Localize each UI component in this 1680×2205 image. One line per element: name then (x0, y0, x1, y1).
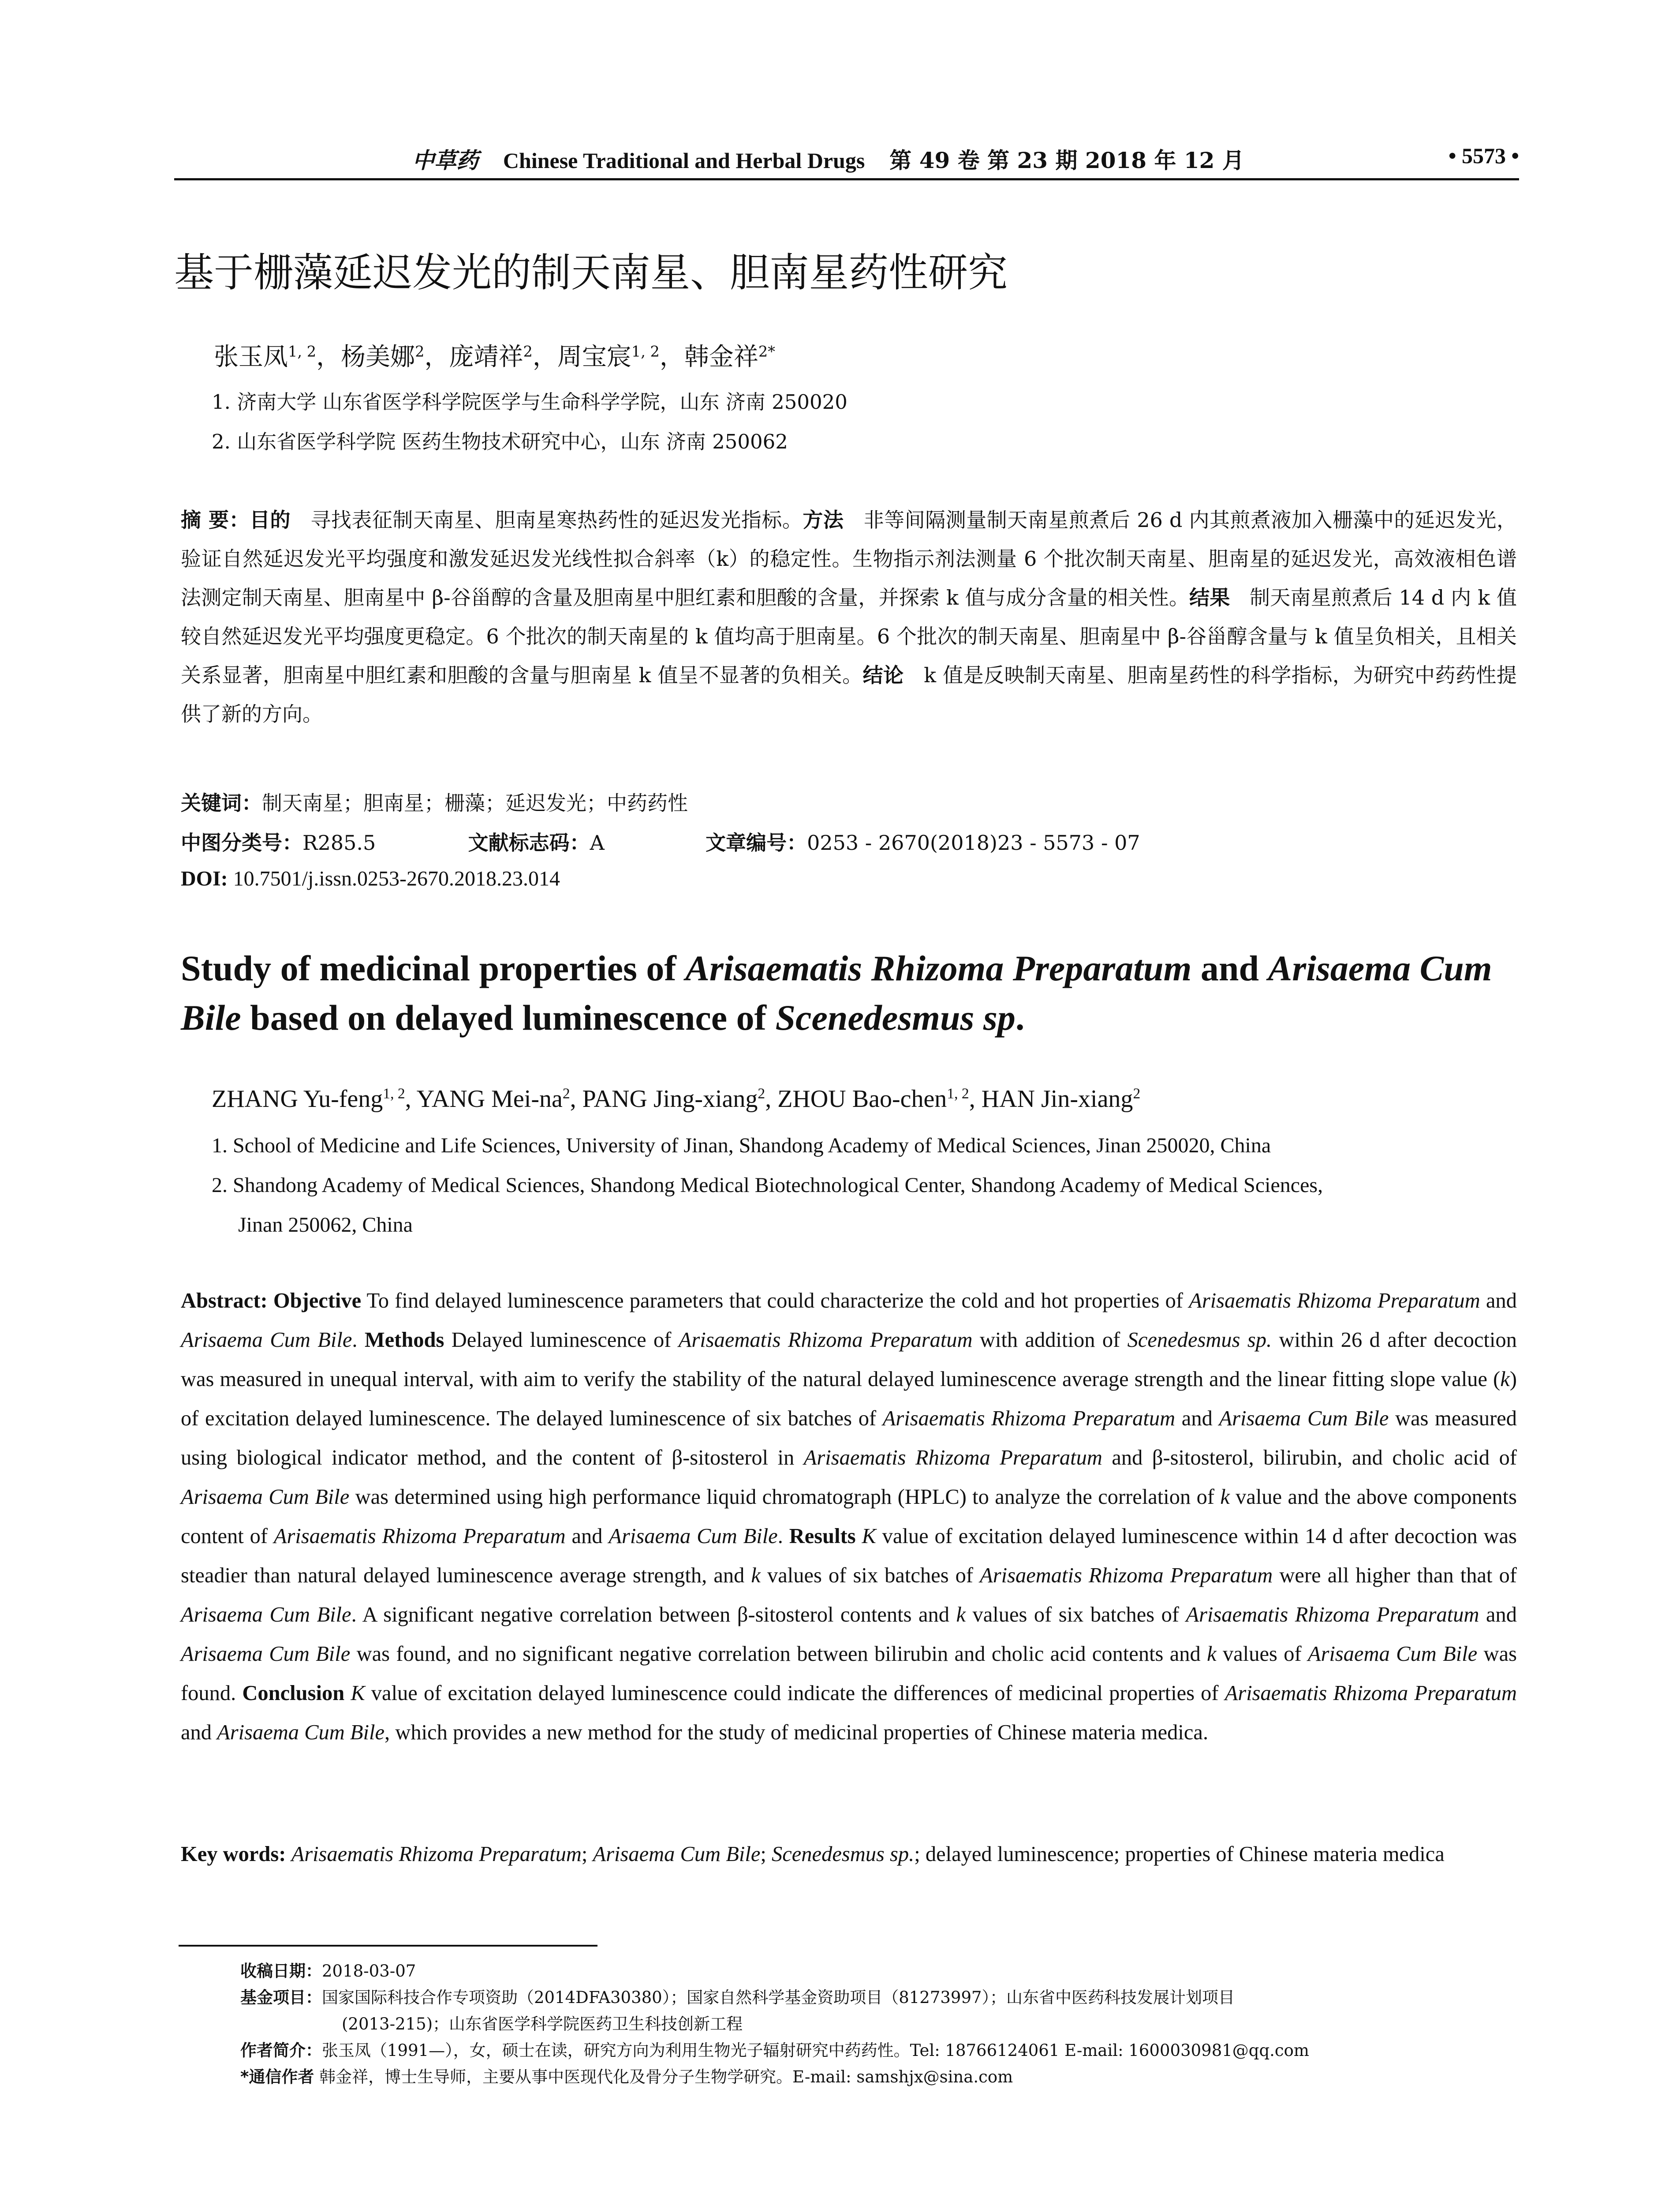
footnote-rule (179, 1945, 597, 1947)
fund-text-2: (2013-215)；山东省医学科学院医药卫生科技创新工程 (342, 2014, 743, 2033)
cn-author-affiliation-mark: 1, 2 (288, 343, 317, 360)
cn-affiliation-1: 1. 济南大学 山东省医学科学院医学与生命科学学院，山东 济南 250020 (212, 390, 847, 414)
en-author-affiliation-mark: 2 (562, 1085, 570, 1102)
cn-title: 基于栅藻延迟发光的制天南星、胆南星药性研究 (174, 250, 1008, 296)
en-abstract-run: was measured using biological indicator method, and the content of β-sitosterol in (181, 1407, 1517, 1469)
en-abstract-run: was found. (181, 1642, 1517, 1705)
bio-label: 作者简介： (240, 2041, 322, 2060)
en-abstract-run: k (1500, 1368, 1510, 1391)
en-abstract-run: and (1175, 1407, 1219, 1430)
footnote-corresponding (240, 2064, 1510, 2090)
en-abstract-run: Arisaema Cum Bile (181, 1603, 351, 1626)
en-abstract-run: Arisaema Cum Bile (217, 1721, 385, 1744)
en-keywords-run: Arisaema Cum Bile (593, 1842, 761, 1866)
en-author-name: PANG Jing-xiang (582, 1085, 758, 1113)
en-authors: ZHANG Yu-feng$^{1, 2}$, YANG Mei-$na^2$, PANG Jing-xiang$^2$, ZHOU Bao-chen$^{1, 2}$, HAN Jin-xiang$^2$ (212, 1085, 1141, 1113)
en-title-run: Scenedesmus sp (775, 998, 1015, 1038)
cn-author-affiliation-mark: 1, 2 (631, 343, 660, 360)
page-number: • 5573 • (1448, 143, 1519, 168)
cn-abstract-label: 摘 要： (181, 508, 250, 532)
clc-label: 中图分类号： (181, 831, 302, 855)
header-journal (412, 143, 1244, 175)
en-keywords-run: ; (760, 1842, 772, 1866)
en-affiliation-2: 2. Shandong Academy of Medical Sciences, Shandong Medical Biotechnological Center, Shandong Academy of Medical Sciences, (212, 1174, 1323, 1197)
en-abstract-run: . (352, 1328, 365, 1352)
en-title (181, 944, 1526, 1043)
en-abstract-run: and (1479, 1603, 1517, 1626)
fund-text-1: 国家国际科技合作专项资助（2014DFA30380）；国家自然科学基金资助项目（81273997）；山东省中医药科技发展计划项目 (322, 1988, 1235, 2007)
en-abstract-run: and (181, 1721, 217, 1744)
en-abstract-run: , which provides a new method for the study of medicinal properties of Chinese materia medica. (385, 1721, 1209, 1744)
en-abstract-run: was found, and no significant negative correlation between bilirubin and cholic acid contents and (350, 1642, 1207, 1666)
footnote-bio (240, 2037, 1510, 2064)
en-abstract-run: with addition of (972, 1328, 1127, 1352)
cn-results-label: 结果 (1189, 586, 1230, 609)
en-abstract-run: Arisaematis Rhizoma Preparatum (882, 1407, 1176, 1430)
cn-author-affiliation-mark: 2* (758, 343, 776, 360)
en-abstract-run: Arisaema Cum Bile (181, 1328, 352, 1352)
en-abstract-run: Arisaema Cum Bile (1307, 1642, 1478, 1666)
en-abstract-run: Arisaematis Rhizoma Preparatum (273, 1525, 566, 1548)
en-abstract-run: and (565, 1525, 609, 1548)
en-abstract-run: was determined using high performance liquid chromatograph (HPLC) to analyze the correlation of (349, 1485, 1221, 1509)
cn-authors: 张玉凤$^{1, 2}$，杨美娜$^2$，庞靖祥$^2$，周宝宸$^{1, 2}$，韩金祥$^{2*}$ (214, 343, 776, 371)
cn-author-affiliation-mark: 2 (523, 343, 533, 360)
fund-label: 基金项目： (240, 1988, 322, 2007)
en-abstract-run: values of six batches of (760, 1564, 980, 1587)
en-title-run: Arisaematis Rhizoma Preparatum (685, 948, 1192, 988)
en-keywords-run: Arisaematis Rhizoma Preparatum (291, 1842, 582, 1866)
cn-objective-label: 目的 (250, 508, 291, 532)
en-abstract-run: Arisaematis Rhizoma Preparatum (1189, 1289, 1480, 1312)
en-abstract-run: values of six batches of (966, 1603, 1186, 1626)
journal-logo-cn: 中草药 (412, 147, 478, 173)
en-abstract-run: Arisaematis Rhizoma Preparatum (1225, 1682, 1517, 1705)
cn-keywords (181, 787, 688, 816)
en-title-run: Arisaema Cum Bile (181, 948, 1492, 1038)
cn-author-name: 庞靖祥 (449, 343, 523, 371)
en-author-name: ZHANG Yu-feng (212, 1085, 383, 1113)
corr-text: 韩金祥，博士生导师，主要从事中医现代化及骨分子生物学研究。E-mail: samshjx@sina.com (314, 2067, 1013, 2086)
issue-info: 第 49 卷 第 23 期 2018 年 12 月 (889, 147, 1244, 173)
journal-name-en: Chinese Traditional and Herbal Drugs (503, 148, 865, 173)
en-abstract-run: k (956, 1603, 966, 1626)
en-title-run: Study of medicinal properties of (181, 948, 686, 988)
en-affiliation-1: 1. School of Medicine and Life Sciences, University of Jinan, Shandong Academy of Medical Sciences, Jinan 250020, China (212, 1134, 1271, 1157)
en-abstract-run: k (1220, 1485, 1230, 1509)
doccode-value: A (590, 831, 605, 855)
en-author-affiliation-mark: 2 (1133, 1085, 1141, 1102)
en-abstract-run: and β-sitosterol, bilirubin, and cholic acid of (1102, 1446, 1517, 1469)
en-affiliation-2-cont: Jinan 250062, China (238, 1213, 413, 1237)
en-abstract-run: within 26 d after decoction was measured in unequal interval, with aim to verify the stability of the natural delayed luminescence average strength and the linear fitting slope value ( (181, 1328, 1517, 1391)
en-abstract-run: k (1207, 1642, 1217, 1666)
footnote-received (240, 1958, 1510, 1984)
cn-author-name: 周宝宸 (557, 343, 631, 371)
en-abstract-run: Arisaema Cum Bile (181, 1485, 350, 1509)
en-abstract-run: Methods (364, 1328, 444, 1352)
en-abstract (181, 1281, 1517, 1752)
en-abstract-run: . (777, 1525, 789, 1548)
en-abstract-run: and (1480, 1289, 1517, 1312)
cn-conclusion-label: 结论 (862, 663, 904, 687)
en-abstract-run (856, 1525, 862, 1548)
en-author-affiliation-mark: 1, 2 (947, 1085, 969, 1102)
clc-value: R285.5 (302, 831, 376, 855)
corr-label: *通信作者 (240, 2067, 314, 2086)
received-label: 收稿日期： (240, 1962, 322, 1981)
en-abstract-run: Arisaema Cum Bile (181, 1642, 351, 1666)
en-author-affiliation-mark: 1, 2 (383, 1085, 405, 1102)
cn-results: 制天南星煎煮后 14 d 内 k 值较自然延迟发光平均强度更稳定。6 个批次的制天南星的 k 值均高于胆南星。6 个批次的制天南星、胆南星中 β-谷甾醇含量与 k 值呈负相关，且相关关系显著，胆南星中胆红素和胆酸的含量与胆南星 k 值呈不显著的负相关。 (181, 586, 1517, 687)
cn-author-name: 韩金祥 (684, 343, 758, 371)
en-abstract-run: were all higher than that of (1273, 1564, 1517, 1587)
received-date: 2018-03-07 (322, 1962, 416, 1981)
en-abstract-run: Abstract: Objective (181, 1289, 362, 1312)
en-abstract-run: Arisaematis Rhizoma Preparatum (678, 1328, 973, 1352)
en-abstract-run: Arisaematis Rhizoma Preparatum (980, 1564, 1273, 1587)
cn-author-affiliation-mark: 2 (415, 343, 425, 360)
cn-methods: 非等间隔测量制天南星煎煮后 26 d 内其煎煮液加入栅藻中的延迟发光，验证自然延迟发光平均强度和激发延迟发光线性拟合斜率（k）的稳定性。生物指示剂法测量 6 个批次制天南星、胆南星的延迟发光，高效液相色谱法测定制天南星、胆南星中 β-谷甾醇的含量及胆南星中胆红素和胆酸的含量，并探索 k 值与成分含量的相关性。 (181, 508, 1517, 609)
cn-methods-label: 方法 (803, 508, 844, 532)
cn-keywords-text: 制天南星；胆南星；栅藻；延迟发光；中药药性 (262, 791, 688, 815)
en-abstract-run: Arisaema Cum Bile (1219, 1407, 1389, 1430)
en-abstract-run: Arisaematis Rhizoma Preparatum (803, 1446, 1102, 1469)
en-abstract-run: K (351, 1682, 365, 1705)
en-abstract-run: Delayed luminescence of (444, 1328, 679, 1352)
en-keywords-run: Scenedesmus sp. (772, 1842, 915, 1866)
cn-author-name: 杨美娜 (341, 343, 415, 371)
en-author-name: YANG Mei-na (416, 1085, 563, 1113)
en-author-affiliation-mark: 2 (758, 1085, 765, 1102)
cn-abstract (181, 501, 1517, 733)
en-title-run: and (1191, 948, 1268, 988)
en-abstract-run: value of excitation delayed luminescence within 14 d after decoction was steadier than natural delayed luminescence average strength, and (181, 1525, 1517, 1587)
en-keywords-run: Key words: (181, 1842, 286, 1866)
en-abstract-run: . A significant negative correlation between β-sitosterol contents and (351, 1603, 956, 1626)
en-abstract-run: ) of excitation delayed luminescence. The delayed luminescence of six batches of (181, 1368, 1517, 1430)
en-author-name: ZHOU Bao-chen (777, 1085, 947, 1113)
en-abstract-run: Results (789, 1525, 856, 1548)
running-header (174, 140, 1519, 176)
en-keywords-run: ; (581, 1842, 593, 1866)
en-abstract-run: value and the above components content of (181, 1485, 1517, 1548)
en-abstract-run: k (751, 1564, 761, 1587)
en-abstract-run: Arisaema Cum Bile (609, 1525, 778, 1548)
en-abstract-run: To find delayed luminescence parameters that could characterize the cold and hot properties of (361, 1289, 1189, 1312)
en-keywords (181, 1835, 1517, 1874)
doi-label: DOI: (181, 867, 228, 890)
article-no-label: 文章编号： (706, 831, 807, 855)
en-abstract-run: Arisaematis Rhizoma Preparatum (1186, 1603, 1479, 1626)
cn-author-name: 张玉凤 (214, 343, 288, 371)
en-abstract-run: K (862, 1525, 876, 1548)
en-title-run: based on delayed luminescence of (241, 998, 776, 1038)
cn-conclusion: k 值是反映制天南星、胆南星药性的科学指标，为研究中药药性提供了新的方向。 (181, 663, 1517, 726)
en-abstract-run (344, 1682, 351, 1705)
en-abstract-run: value of excitation delayed luminescence could indicate the differences of medicinal properties of (365, 1682, 1225, 1705)
en-author-name: HAN Jin-xiang (981, 1085, 1133, 1113)
article-no-value: 0253 - 2670(2018)23 - 5573 - 07 (807, 831, 1140, 855)
cn-classification (181, 827, 1140, 856)
bio-text: 张玉凤（1991—），女，硕士在读，研究方向为利用生物光子辐射研究中药药性。Tel: 18766124061 E-mail: 1600030981@qq.com (322, 2041, 1309, 2060)
en-keywords-run: ; delayed luminescence; properties of Chinese materia medica (914, 1842, 1445, 1866)
en-abstract-run: Scenedesmus sp. (1127, 1328, 1272, 1352)
en-keywords-run (286, 1842, 291, 1866)
header-rule (174, 178, 1519, 180)
footnote-fund (240, 1984, 1510, 2037)
en-title-run: . (1015, 998, 1025, 1038)
doi-line (181, 867, 560, 891)
doi-value: 10.7501/j.issn.0253-2670.2018.23.014 (233, 867, 560, 890)
cn-objective: 寻找表征制天南星、胆南星寒热药性的延迟发光指标。 (310, 508, 803, 532)
doccode-label: 文献标志码： (468, 831, 590, 855)
cn-affiliation-2: 2. 山东省医学科学院 医药生物技术研究中心，山东 济南 250062 (212, 430, 788, 453)
en-abstract-run: values of (1216, 1642, 1308, 1666)
en-abstract-run: Conclusion (242, 1682, 345, 1705)
cn-keywords-label: 关键词： (181, 791, 262, 815)
